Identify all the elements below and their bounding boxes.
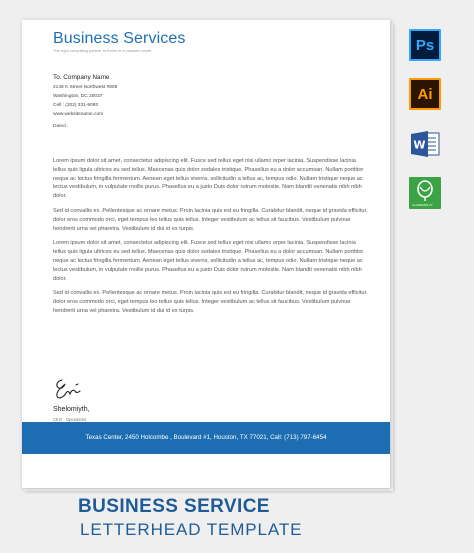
word-icon (409, 128, 441, 160)
word-icon-letter: W (413, 138, 426, 152)
company-brand: Business Services (53, 30, 186, 47)
coreldraw-label: CorelDRAW X7 (412, 203, 433, 207)
company-tagline: The right consulting partner to thrive in a complex world (53, 48, 152, 53)
body-paragraph: Sed id convallis ex. Pellentesque ac ornare metus. Proin lacinia quis est eu fringilla. Curabitur blandit, neque id gravida efficitur, dolor eros commodo orci, eget tempus leo tellus quis tellus. Integer vestibulum ac tellus sit faucibus. Vestibulum pulvinar hendrerit urna vel pharetra. Vestibulum id dui id ex turpis. (53, 207, 368, 232)
caption-subtitle: LETTERHEAD TEMPLATE (80, 520, 303, 539)
dated-label: Dated : (53, 124, 69, 129)
recipient-name: To. Company Name (53, 74, 110, 81)
signature-image (53, 375, 89, 401)
letterhead-page (22, 20, 390, 488)
recipient-address (53, 73, 117, 119)
body-paragraph: Lorem ipsum dolor sit amet, consectetur adipiscing elit. Fusce sed tellus eget nisi ullamc orper lacinia. Suspendisse lacinia tellus quis ligula ultrices eu sed tellus. Maecenas quis dolor sodales tristique. Phasellus eu a dolor accumsan. Nullam porttitor neque ac lectus fringilla fermentum. Aenean eget tellus viverra, sollicitudin a tellus ac, tempus odio. Nullam tristique neque ac lectus vestibulum, in vulputate mollis purus. Phasellus eu a justo Duis dolor rutrum molestie. Nam blandit venenatis nibh nibh dolor. (53, 240, 364, 282)
address-line: www.websitename.com (53, 112, 104, 117)
illustrator-icon: Ai (409, 78, 441, 110)
photoshop-icon: Ps (409, 29, 441, 61)
coreldraw-icon (409, 177, 441, 209)
address-line: Cell : (202) 331-9093 (53, 103, 99, 108)
caption-title: BUSINESS SERVICE (78, 496, 270, 517)
signer-name: Shelomiyth, (53, 406, 90, 413)
address-line: Washington, DC 20037 (53, 94, 103, 99)
signer-role: CEO - Operations (53, 417, 87, 422)
address-line: 2145 K Street Northwest #808 (53, 85, 118, 90)
letter-body (53, 157, 369, 322)
footer-address-bar: Texas Center, 2450 Holcombe , Boulevard #1, Houston, TX 77021, Call: (713) 797-6454 (22, 422, 390, 454)
body-paragraph: Lorem ipsum dolor sit amet, consectetur adipiscing elit. Fusce sed tellus eget nisi ullamc orper lacinia. Suspendisse lacinia tellus quis ligula ultrices eu sed tellus. Maecenas quis dolor sodales tristique. Phasellus eu a dolor accumsan. Nullam porttitor neque ac lectus fringilla fermentum. Aenean eget tellus viverra, sollicitudin a tellus ac, tempus odio. Nullam tristique neque ac lectus vestibulum, in vulputate mollis purus. Phasellus eu a justo Duis dolor rutrum molestie. Nam blandit venenatis nibh nibh dolor. (53, 158, 364, 200)
body-paragraph: Sed id convallis ex. Pellentesque ac ornare metus. Proin lacinia quis est eu fringilla. Curabitur blandit, neque id gravida efficitur, dolor eros commodo orci, eget tempus leo tellus quis tellus. Integer vestibulum ac tellus sit faucibus. Vestibulum pulvinar hendrerit urna vel pharetra. Vestibulum id dui id ex turpis. (53, 290, 368, 314)
